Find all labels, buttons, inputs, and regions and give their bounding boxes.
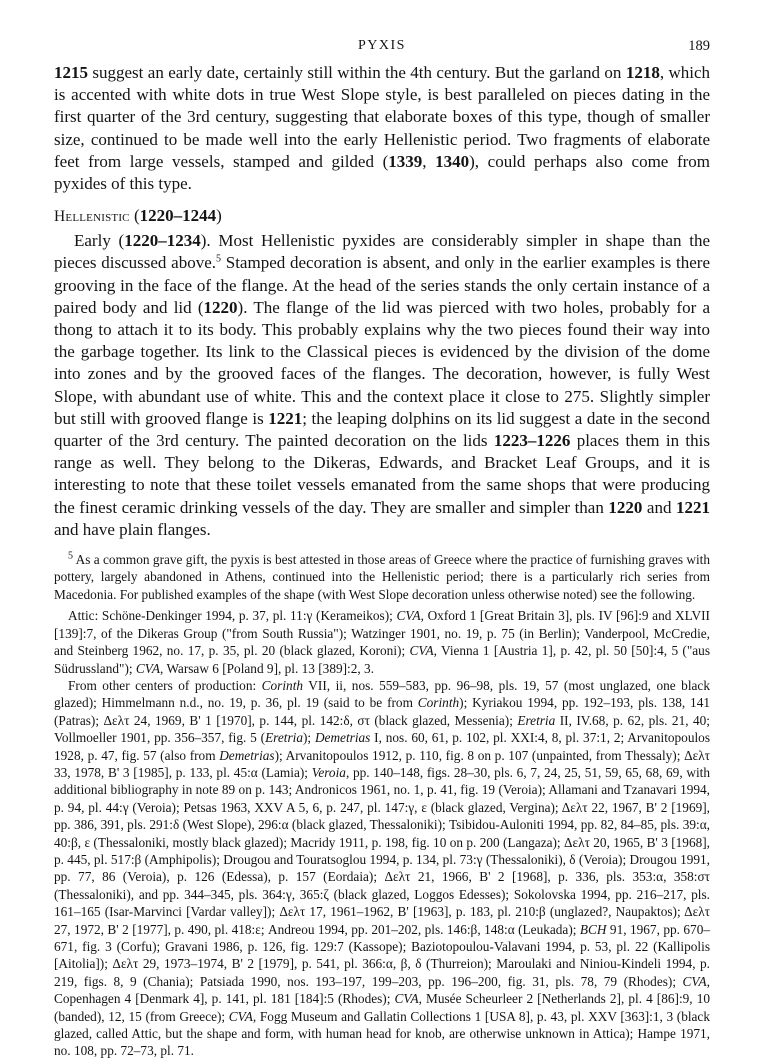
paragraph-continuation: 1215 suggest an early date, certainly still within the 4th century. But the garland on 1218, which is accented with white dots in true West Slope style, is best paralleled on pieces dating in the first quarter of the 3rd century, suggesting that elaborate boxes of this type, though of smaller size, continued to be made well into the early Hellenistic period. Two fragments of elaborate feet from large vessels, stamped and gilded (1339, 1340), could perhaps also come from pyxides of this type. <box>54 63 711 194</box>
main-text <box>54 62 710 541</box>
running-header <box>54 38 710 62</box>
section-heading: Hellenistic (1220–1244) <box>54 206 222 226</box>
footnote-5-attic: Attic: Schöne-Denkinger 1994, p. 37, pl. 11:γ (Kerameikos); CVA, Oxford 1 [Great Britain 3], pls. IV [96]:9 and XLVII [139]:7, of the Dikeras Group ("from South Russia"); Watzinger 1901, no. 19, p. 75 (in Berlin); Vanderpool, McCredie, and Steinberg 1962, no. 17, p. 35, pl. 20 (black glazed, Koroni); CVA, Vienna 1 [Austria 1], p. 42, pl. 50 [50]:4, 5 ("aus Südrussland"); CVA, Warsaw 6 [Poland 9], pl. 13 [389]:2, 3. <box>54 608 710 676</box>
page-number: 189 <box>688 38 710 54</box>
footnote-5-other-centers: From other centers of production: Corinth VII, ii, nos. 559–583, pp. 96–98, pls. 19, 57 (most unglazed, one black glazed); Himmelmann n.d., no. 19, p. 36, pl. 19 (said to be from Corinth); Kyriakou 1994, pp. 192–193, pls. 138, 141 (Patras); Δελτ 24, 1969, Β' 1 [1970], p. 144, pl. 142:δ, στ (black glazed, Messenia); Eretria II, IV.68, p. 62, pls. 21, 40; Vollmoeller 1901, pp. 356–357, fig. 5 (Eretria); Demetrias I, nos. 60, 61, p. 102, pl. XXI:4, 8, pl. 37:1, 2; Arvanitopoulos 1928, p. 47, fig. 57 (also from Demetrias); Arvanitopoulos 1912, p. 110, fig. 8 on p. 107 (unpainted, from Thessaly); Δελτ 33, 1978, Β' 3 [1985], p. 133, pl. 45:α (Lamia); Veroia, pp. 140–148, figs. 28–30, pls. 6, 7, 24, 25, 51, 59, 65, 68, 69, with additional bibliography in note 89 on p. 143; Andronicos 1961, no. 1, p. 41, fig. 19 (Veroia); Allamani and Tzanavari 1994, p. 94, pl. 44:γ (Veroia); Petsas 1963, XXV A 5, 6, p. 247, pl. 147:γ, ε (black glazed, Vergina); Δελτ 22, 1967, Β' 2 [1969], pp. 386, 391, pls. 291:δ (West Slope), 296:α (black glazed, Thessaloniki); Tsibidou-Auloniti 1994, pp. 82, 84–85, pls. 39:α, 40:β, ε (Thessaloniki, mostly black glazed); Macridy 1911, p. 198, fig. 10 on p. 200 (Langaza); Δελτ 20, 1965, Β' 3 [1968], p. 445, pl. 517:β (Amphipolis); Drougou and Touratsoglou 1994, p. 134, pl. 73:γ (Thessaloniki), δ (Veroia); Drougou 1991, pp. 77, 86 (Veroia), p. 126 (Edessa), p. 157 (Eordaia); Δελτ 21, 1966, Β' 2 [1968], p. 336, pls. 353:α, 358:στ (Thessaloniki), and pp. 344–345, pls. 364:γ, 365:ζ (black glazed, Loggos Edesses); Sokolovska 1994, pp. 216–217, pls. 161–165 (Isar-Marvinci [Vardar valley]); Δελτ 17, 1961–1962, Β' [1963], p. 183, pl. 210:β (unglazed?, Naupaktos); Δελτ 27, 1972, Β' 2 [1977], p. 490, pl. 418:ε; Andreou 1994, pp. 201–202, pls. 146:β, 148:α (Leukada); BCH 91, 1967, pp. 670–671, fig. 3 (Corfu); Gravani 1986, p. 126, fig. 129:7 (Kassope); Baziotopoulou-Valavani 1994, p. 53, pl. 22 (Kallipolis [Aitolia]); Δελτ 29, 1973–1974, Β' 2 [1979], p. 541, pl. 366:α, β, δ (Thurreion); Maroulaki and Niniou-Kindeli 1994, p. 219, figs. 8, 9 (Chania); Patsiada 1990, nos. 193–197, 199–203, pp. 196–200, fig. 31, pls. 78, 79 (Rhodes); CVA, Copenhagen 4 [Denmark 4], p. 141, pl. 181 [184]:5 (Rhodes); CVA, Musée Scheurleer 2 [Netherlands 2], pl. 4 [86]:9, 10 (banded), 12, 15 (from Greece); CVA, Fogg Museum and Gallatin Collections 1 [USA 8], p. 43, pl. XXV [363]:1, 3 (black glazed, called Attic, but the shape and form, with human head for knob, are otherwise unknown in Attica); Hampe 1971, no. 108, pp. 72–73, pl. 71. <box>54 677 710 1059</box>
footnotes <box>54 551 710 1060</box>
paragraph-early-hellenistic: Early (1220–1234). Most Hellenistic pyxides are considerably simpler in shape than the pieces discussed above.$^5$ Stamped decoration is absent, and only in the earlier examples is there grooving in the face of the flange. At the head of the series stands the only certain instance of a paired body and lid (1220). The flange of the lid was pierced with two holes, probably for a thong to attach it to its body. This probably explains why the two pieces found their way into the garbage together. Its link to the Classical pieces is evidenced by the division of the dome into zones and by the grooved faces of the flanges. The decoration, however, is fully West Slope, with abundant use of white. This and the context place it close to 275. Slightly simpler but still with grooved flange is 1221; the leaping dolphins on its lid suggest a date in the second quarter of the 3rd century. The painted decoration on the lids 1223–1226 places them in this range as well. They belong to the Dikeras, Edwards, and Bracket Leaf Groups, and it is interesting to note that these toilet vessels emanated from the same shops that were producing the finest ceramic drinking vessels of the day. They are smaller and simpler than 1220 and 1221 and have plain flanges. <box>54 231 711 539</box>
footnote-5-intro: $^5$ As a common grave gift, the pyxis is best attested in those areas of Greece where the practice of furnishing graves with pottery, largely abandoned in Athens, continued into the Hellenistic period; there is a particularly rich series from Macedonia. For published examples of the shape (with West Slope decoration unless otherwise noted) see the following. <box>54 550 710 602</box>
running-title: PYXIS <box>358 38 406 53</box>
page <box>54 38 710 1060</box>
